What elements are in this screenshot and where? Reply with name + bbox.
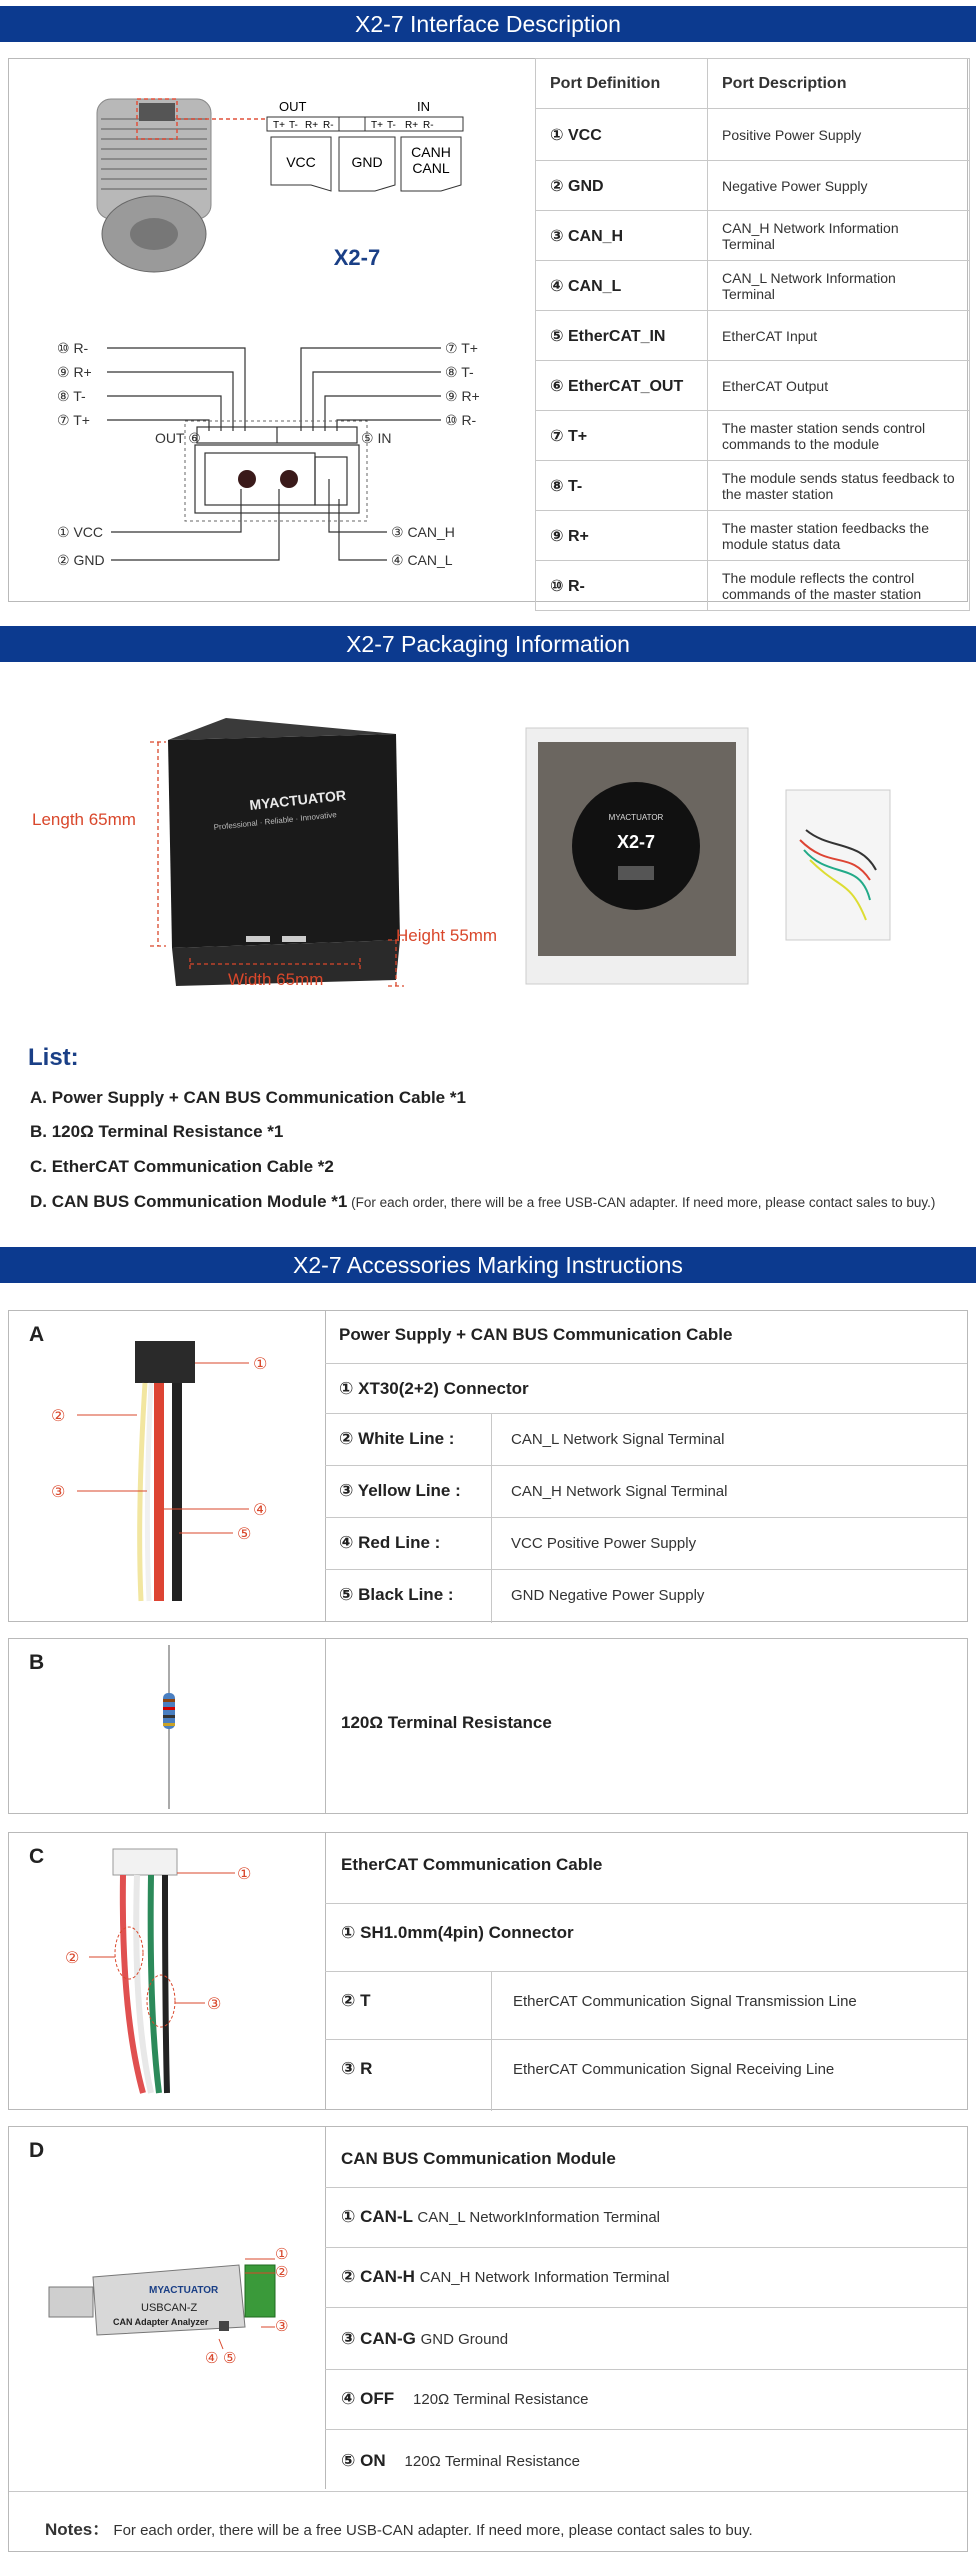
port-desc: Positive Power Supply (708, 109, 970, 161)
accessory-heading: EtherCAT Communication Cable (341, 1855, 603, 1874)
motor-illustration (97, 99, 267, 272)
accessory-heading: Power Supply + CAN BUS Communication Cable (339, 1325, 733, 1344)
device-model: USBCAN-Z (141, 2302, 198, 2314)
canh-pad-label: CANH (411, 144, 451, 160)
interface-description-panel (8, 58, 968, 602)
in-pin: R+ (405, 120, 419, 131)
power-can-cable-illustration (9, 1311, 329, 1621)
port-desc: The master station feedbacks the module status data (708, 511, 970, 561)
wire-desc: CAN_L Network Signal Terminal (511, 1431, 725, 1448)
port-desc: EtherCAT Output (708, 361, 970, 411)
packaging-illustration (0, 700, 976, 1020)
callout: ③ (207, 1994, 222, 2013)
accessory-c-panel (8, 1832, 968, 2110)
in-port-label: ⑤ IN (361, 430, 392, 446)
callout: ⑤ (237, 1524, 252, 1543)
interface-diagram (9, 59, 529, 599)
port-desc: CAN_L Network Information Terminal (708, 261, 970, 311)
wire-label: ① VCC (57, 524, 103, 540)
port-def: ⑦ T+ (536, 411, 708, 461)
port-def: ④ CAN_L (536, 261, 708, 311)
accessory-letter: B (29, 1651, 45, 1674)
port-definition-table (535, 58, 970, 611)
box-tagline: Professional · Reliable · Innovative (213, 810, 338, 832)
in-pin: T- (387, 120, 396, 131)
width-dimension: Width 65mm (228, 970, 324, 989)
resistor-illustration (9, 1639, 329, 1815)
interface-description-banner: X2-7 Interface Description (0, 6, 976, 42)
wire-name: ② T (341, 1991, 371, 2010)
out-label: OUT (279, 99, 307, 114)
callout: ④ (205, 2349, 219, 2367)
port-def: ⑩ R- (536, 561, 708, 611)
list-item: A. Power Supply + CAN BUS Communication Cable *1 (30, 1088, 466, 1107)
port-desc: EtherCAT Input (708, 311, 970, 361)
height-dimension: Height 55mm (396, 926, 498, 945)
wire-desc: EtherCAT Communication Signal Receiving Line (513, 2061, 835, 2078)
wire-label: ⑦ T+ (445, 340, 478, 356)
notes: Notes： For each order, there will be a free USB-CAN adapter. If need more, please contact sales to buy. (45, 2520, 753, 2539)
wire-label: ⑧ T- (445, 364, 474, 380)
callout: ② (51, 1406, 66, 1425)
list-item: C. EtherCAT Communication Cable *2 (30, 1157, 334, 1176)
wire-label: ⑨ R+ (57, 364, 92, 380)
callout: ⑤ (223, 2349, 237, 2367)
in-pin: R- (423, 120, 434, 131)
callout: ③ (275, 2317, 289, 2335)
module-pin-name: ② CAN-H CAN_H Network Information Terminal (341, 2267, 670, 2286)
accessory-letter: D (29, 2139, 45, 2162)
product-box (168, 718, 400, 986)
callout: ① (237, 1864, 252, 1883)
accessory-d-panel (8, 2126, 968, 2552)
wire-name: ⑤ Black Line : (339, 1585, 454, 1604)
table-row (536, 361, 970, 411)
wire-desc: VCC Positive Power Supply (511, 1535, 697, 1552)
device-brand: MYACTUATOR (149, 2285, 219, 2296)
cable-bag (786, 790, 890, 940)
list-item: D. CAN BUS Communication Module *1 (For each order, there will be a free USB-CAN adapter. If need more, please contact sales to buy.) (30, 1192, 936, 1211)
column-header: Port Definition (536, 59, 708, 109)
wire-desc: EtherCAT Communication Signal Transmission Line (513, 1993, 857, 2010)
module-pin-name: ① CAN-L CAN_L NetworkInformation Terminal (341, 2207, 661, 2226)
list-title: List: (28, 1044, 79, 1071)
accessory-a-panel (8, 1310, 968, 1622)
wire-label: ④ CAN_L (391, 552, 453, 568)
accessories-marking-banner: X2-7 Accessories Marking Instructions (0, 1247, 976, 1283)
usb-can-adapter-illustration (9, 2127, 329, 2487)
product-label: X2-7 (616, 832, 656, 852)
accessory-letter: A (29, 1323, 45, 1346)
module-pin-name: ④ OFF 120Ω Terminal Resistance (341, 2389, 589, 2408)
port-def: ① VCC (536, 109, 708, 161)
out-pin: R+ (305, 120, 319, 131)
wire-label: ③ CAN_H (391, 524, 455, 540)
callout: ① (253, 1354, 268, 1373)
product-brand: MYACTUATOR (608, 813, 664, 822)
gnd-pad-label: GND (351, 154, 383, 170)
port-desc: The module reflects the control commands of the master station (708, 561, 970, 611)
module-pin-name: ③ CAN-G GND Ground (341, 2329, 509, 2348)
port-def: ⑥ EtherCAT_OUT (536, 361, 708, 411)
box-brand: MYACTUATOR (248, 786, 347, 813)
table-row (536, 461, 970, 511)
port-desc: The master station sends control commands to the module (708, 411, 970, 461)
wire-name: ③ R (341, 2059, 373, 2078)
callout: ② (275, 2263, 289, 2281)
wire-label: ⑩ R- (445, 412, 477, 428)
out-port-label: OUT ⑥ (155, 430, 201, 446)
wire-label: ⑨ R+ (445, 388, 480, 404)
connector-label: ① XT30(2+2) Connector (339, 1379, 529, 1398)
port-desc: Negative Power Supply (708, 161, 970, 211)
vcc-pad-label: VCC (286, 154, 316, 170)
accessory-heading: 120Ω Terminal Resistance (341, 1713, 552, 1732)
wire-name: ② White Line : (339, 1429, 455, 1448)
wire-label: ⑩ R- (57, 340, 89, 356)
wire-label: ⑧ T- (57, 388, 86, 404)
packaging-information-banner: X2-7 Packaging Information (0, 626, 976, 662)
module-pin-name: ⑤ ON 120Ω Terminal Resistance (341, 2451, 580, 2470)
in-label: IN (417, 99, 430, 114)
table-row (536, 311, 970, 361)
table-row (536, 561, 970, 611)
callout: ① (275, 2245, 289, 2263)
callout: ② (65, 1948, 80, 1967)
callout: ③ (51, 1482, 66, 1501)
list-item-note: (For each order, there will be a free USB-CAN adapter. If need more, please contact sales to buy.) (347, 1195, 936, 1210)
wire-desc: GND Negative Power Supply (511, 1587, 705, 1604)
port-desc: CAN_H Network Information Terminal (708, 211, 970, 261)
port-def: ③ CAN_H (536, 211, 708, 261)
out-pin: T- (289, 120, 298, 131)
port-desc: The module sends status feedback to the master station (708, 461, 970, 511)
table-row (536, 211, 970, 261)
port-def: ② GND (536, 161, 708, 211)
connector-label: ① SH1.0mm(4pin) Connector (341, 1923, 574, 1942)
accessory-b-panel (8, 1638, 968, 1814)
wiring-diagram (57, 340, 480, 568)
wire-name: ④ Red Line : (339, 1533, 441, 1552)
wire-desc: CAN_H Network Signal Terminal (511, 1483, 728, 1500)
port-def: ⑨ R+ (536, 511, 708, 561)
table-row (536, 161, 970, 211)
accessory-letter: C (29, 1845, 45, 1868)
port-def: ⑤ EtherCAT_IN (536, 311, 708, 361)
out-pin: T+ (273, 120, 285, 131)
canl-pad-label: CANL (412, 160, 450, 176)
opened-box (526, 728, 748, 984)
table-row (536, 411, 970, 461)
model-label: X2-7 (333, 245, 381, 270)
callout: ④ (253, 1500, 268, 1519)
in-pin: T+ (371, 120, 383, 131)
port-def: ⑧ T- (536, 461, 708, 511)
accessory-heading: CAN BUS Communication Module (341, 2149, 616, 2168)
wire-label: ⑦ T+ (57, 412, 90, 428)
out-pin: R- (323, 120, 334, 131)
wire-name: ③ Yellow Line : (339, 1481, 461, 1500)
list-item: B. 120Ω Terminal Resistance *1 (30, 1122, 284, 1141)
column-header: Port Description (708, 59, 970, 109)
device-caption: CAN Adapter Analyzer (113, 2317, 209, 2327)
table-row (536, 511, 970, 561)
ethercat-cable-illustration (9, 1833, 329, 2111)
table-row (536, 261, 970, 311)
wire-label: ② GND (57, 552, 105, 568)
length-dimension: Length 65mm (32, 810, 136, 829)
table-row (536, 109, 970, 161)
